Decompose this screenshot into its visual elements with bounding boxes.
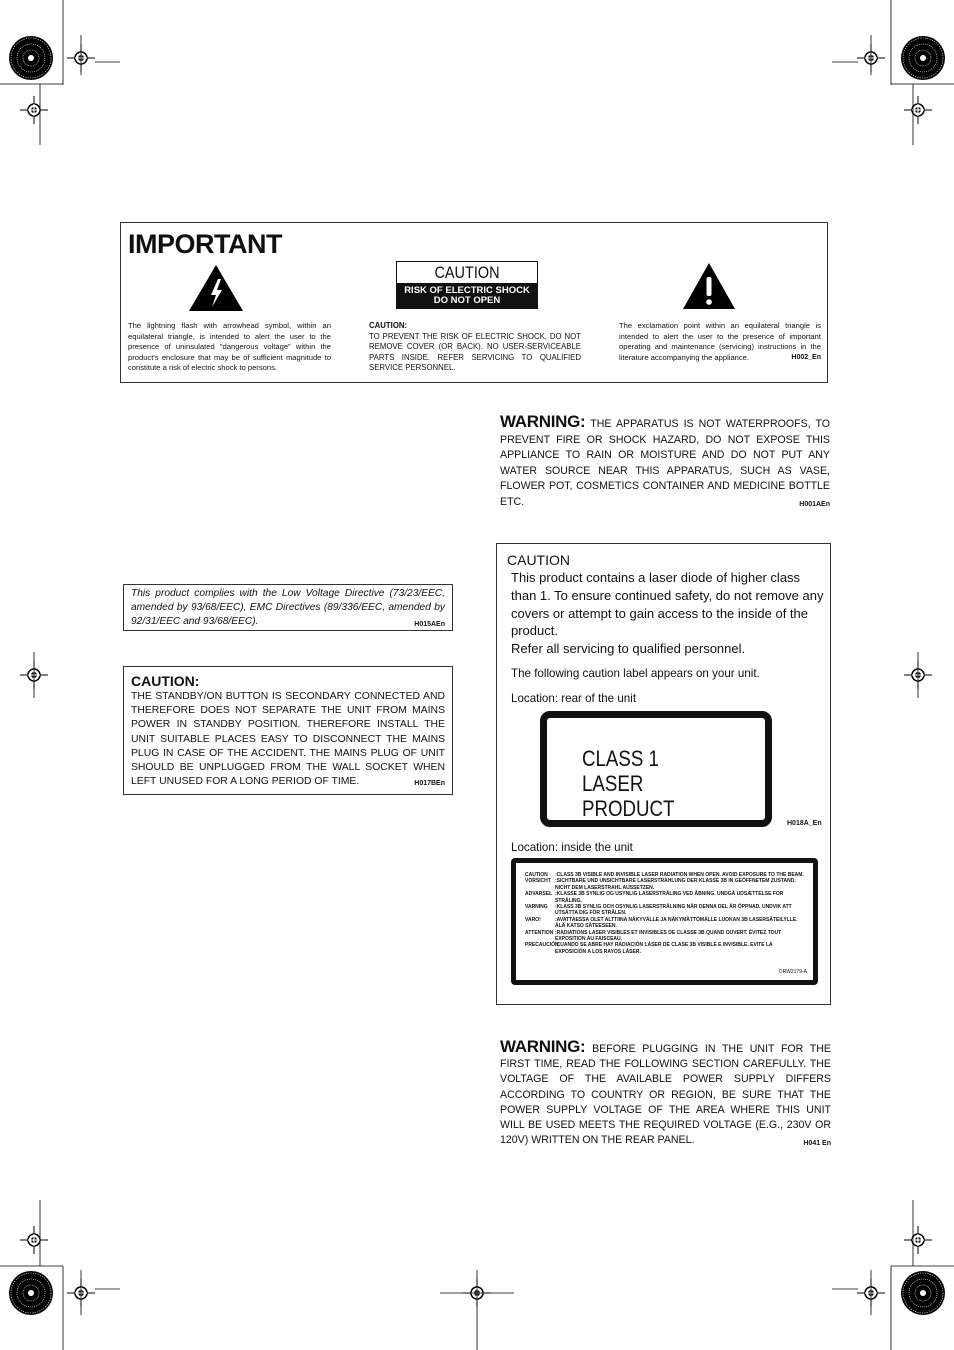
caution-explanation (369, 321, 581, 374)
standby-caution-box (123, 666, 453, 795)
inside-label-text: :RADIATIONS LASER VISIBLES ET INVISIBLES DE CLASSE 3B QUAND OUVERT. ÉVITEZ TOUT EXPOSITION AU FAISCEAU. (555, 929, 782, 943)
inside-label-text: :CLASS 3B VISIBLE AND INVISIBLE LASER RADIATION WHEN OPEN. AVOID EXPOSURE TO THE BEAM. (555, 872, 804, 878)
caution-label-bottom-line-2: DO NOT OPEN (433, 295, 501, 306)
laser-caution-box (496, 543, 831, 1005)
inside-label-text: :KLASSE 3B SYNLIG OG USYNLIG LASERSTRÅLING VED ÅBNING. UNDGÅ UDSÆTTELSE FOR STRÅLING. (555, 891, 784, 904)
caution-heading: CAUTION: (369, 321, 408, 330)
inside-label-row (525, 942, 804, 955)
standby-code: H017BEn (414, 780, 445, 788)
inside-label-row (525, 904, 804, 917)
inside-label-lang: PRECAUCIÓN (525, 942, 559, 949)
class1-label-text (582, 746, 738, 821)
inside-label-row (525, 891, 804, 904)
inside-label-rows (525, 872, 804, 955)
inside-label-lang: VARO! (525, 916, 541, 923)
exclamation-text: The exclamation point within an equilateral triangle is intended to alert the user to the presence of important operating and maintenance (servicing) instructions in the literature accompanying the appliance. (619, 321, 821, 362)
inside-laser-label (511, 858, 818, 985)
laser-code: H018A_En (787, 820, 822, 827)
warning-2-code: H041 En (803, 1140, 831, 1148)
inside-label-row (525, 878, 804, 891)
standby-text-wrap (131, 690, 445, 789)
laser-body-1: This product contains a laser diode of higher class than 1. To ensure continued safety, do not remove any covers or attempt to gain access to the inside of the product. (511, 570, 824, 639)
inside-label-lang: VORSICHT (525, 878, 551, 885)
inside-label-text: :CUANDO SE ABRE HAY RADIACIÓN LÁSER DE CLASE 3B VISIBLE E INVISIBLE. EVITE LA EXPOSICIÓN A LOS RAYOS LÁSER. (555, 942, 773, 955)
inside-label-text: :SICHTBARE UND UNSICHTBARE LASERSTRAHLUNG DER KLASSE 3B IN GEÖFFNETEM ZUSTAND. NICHT DEM LASERSTRAHL AUSSETZEN. (555, 878, 796, 891)
caution-label (396, 261, 538, 309)
exclamation-triangle-icon (681, 261, 737, 311)
inside-label-lang: CAUTION (525, 872, 548, 878)
caution-label-bottom-line-1: RISK OF ELECTRIC SHOCK (404, 285, 530, 296)
caution-label-top: CAUTION (434, 263, 500, 282)
lightning-triangle-icon (187, 263, 245, 313)
caution-text: TO PREVENT THE RISK OF ELECTRIC SHOCK, DO NOT REMOVE COVER (OR BACK). NO USER-SERVICEABLE PARTS INSIDE. REFER SERVICING TO QUALIFIED SERVICE PERSONNEL. (369, 331, 581, 372)
laser-body (511, 569, 826, 658)
warning-heading: WARNING: (500, 412, 586, 431)
exclamation-explanation (619, 321, 821, 363)
standby-text: THE STANDBY/ON BUTTON IS SECONDARY CONNECTED AND THEREFORE DOES NOT SEPARATE THE UNIT FROM MAINS POWER IN STANDBY POSITION. THEREFORE INSTALL THE UNIT SUITABLE PLACES EASY TO DISCONNECT THE MAINS PLUG IN CASE OF THE ACCIDENT. THE MAINS PLUG OF UNIT SHOULD BE UNPLUGGED FROM THE WALL SOCKET WHEN LEFT UNUSED FOR A LONG PERIOD OF TIME. (131, 691, 445, 788)
class1-laser-label (540, 711, 772, 827)
important-code: H002_En (791, 353, 821, 361)
inside-label-lang: ADVARSEL (525, 891, 553, 898)
warning-code: H001AEn (799, 500, 830, 508)
lvd-code: H015AEn (414, 621, 445, 628)
inside-label-code: DRW2179-A (779, 969, 807, 975)
inside-label-row (525, 917, 804, 930)
inside-label-text: :KLASS 3B SYNLIG OCH OSYNLIG LASERSTRÅLNING NÄR DENNA DEL ÄR ÖPPNAD. UNDVIK ATT UTSÄTTA DIG FÖR STRÅLEN. (555, 904, 792, 917)
inside-label-text: :AVATTAESSA OLET ALTTIINA NÄKYVÄLLE JA NÄKYMÄTTÖMÄLLE LUOKAN 3B LASERSÄTEILYLLE. ÄLÄ KATSO SÄTEESEEN. (555, 916, 798, 930)
warning-2-heading: WARNING: (500, 1037, 586, 1056)
warning-2-text: BEFORE PLUGGING IN THE UNIT FOR THE FIRST TIME, READ THE FOLLOWING SECTION CAREFULLY. THE VOLTAGE OF THE AVAILABLE POWER SUPPLY DIFFERS ACCORDING TO COUNTRY OR REGION, BE SURE THAT THE POWER SUPPLY VOLTAGE OF THE AREA WHERE THIS UNIT WILL BE USED MEETS THE REQUIRED VOLTAGE (E.G., 230V OR 120V) WRITTEN ON THE REAR PANEL. (500, 1043, 831, 1147)
warning-text: THE APPARATUS IS NOT WATERPROOFS, TO PREVENT FIRE OR SHOCK HAZARD, DO NOT EXPOSE THIS APPLIANCE TO RAIN OR MOISTURE AND DO NOT PUT ANY WATER SOURCE NEAR THIS APPARATUS, SUCH AS VASE, FLOWER POT, COSMETICS CONTAINER AND MEDICINE BOTTLE ETC. (500, 418, 830, 508)
class1-line-2: LASER PRODUCT (582, 771, 675, 821)
laser-title: CAUTION (507, 552, 570, 568)
laser-location-rear: Location: rear of the unit (511, 692, 637, 705)
warning-waterproof (500, 414, 830, 512)
inside-label-lang: VARNING (525, 904, 548, 911)
caution-label-bottom (397, 283, 537, 308)
lightning-explanation: The lightning flash with arrowhead symbol, within an equilateral triangle, is intended to alert the user to the presence of uninsulated "dangerous voltage" within the product's enclosure that may be of sufficient magnitude to constitute a risk of electric shock to persons. (128, 321, 331, 372)
lvd-compliance-box (123, 584, 453, 631)
laser-location-inside: Location: inside the unit (511, 841, 633, 854)
warning-voltage (500, 1039, 831, 1151)
inside-label-row (525, 930, 804, 943)
important-title: IMPORTANT (128, 229, 282, 259)
laser-follow-text: The following caution label appears on your unit. (511, 667, 760, 680)
standby-title: CAUTION: (131, 673, 200, 689)
lvd-text: This product complies with the Low Voltage Directive (73/23/EEC, amended by 93/68/EEC), EMC Directives (89/336/EEC, amended by 92/31/EEC and 93/68/EEC). (131, 588, 445, 627)
class1-line-1: CLASS 1 (582, 746, 659, 771)
important-box (120, 222, 828, 383)
inside-label-lang: ATTENTION (525, 929, 554, 936)
laser-body-2: Refer all servicing to qualified personnel. (511, 641, 746, 657)
